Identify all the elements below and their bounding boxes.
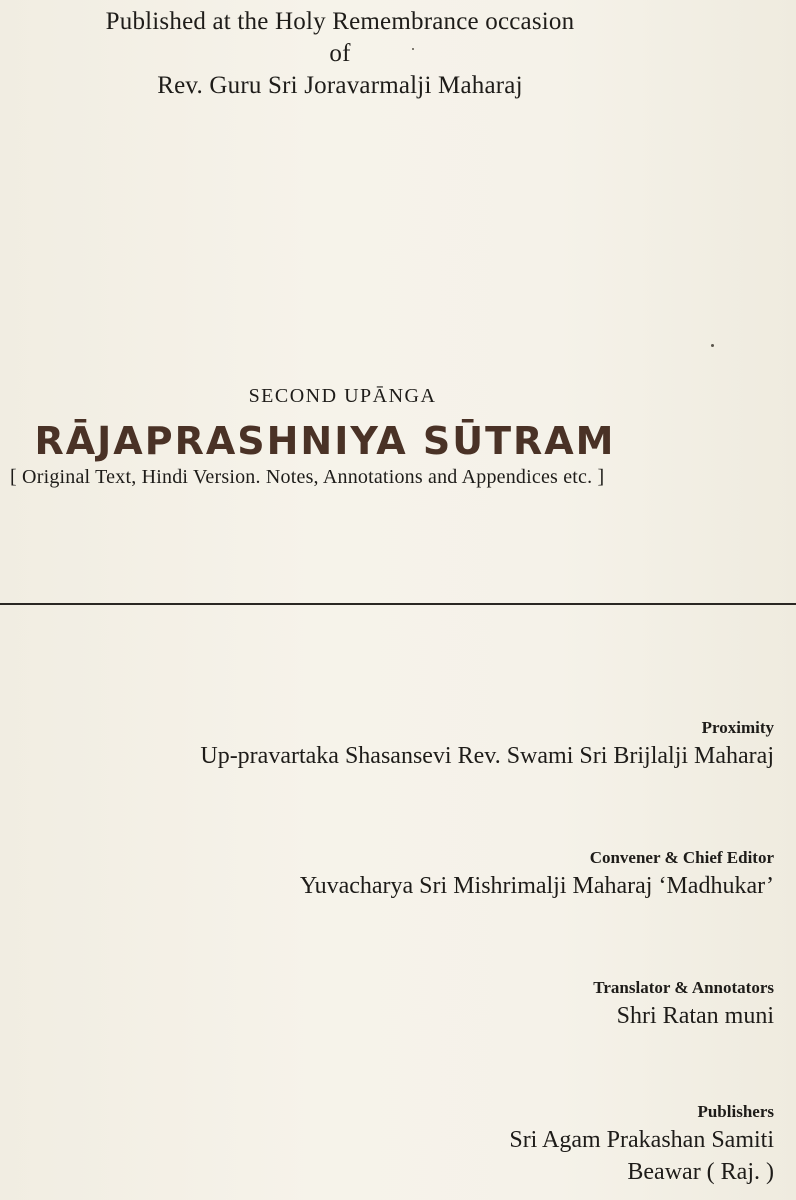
credit-name: Beawar ( Raj. ) xyxy=(627,1159,774,1185)
dedication-line-1: Published at the Holy Remembrance occasion xyxy=(105,8,575,35)
book-title: RĀJAPRASHNIYA SŪTRAM xyxy=(34,419,616,463)
dedication-line-2: of xyxy=(329,40,351,67)
dedication-block xyxy=(60,6,620,102)
credit-name: Sri Agam Prakashan Samiti xyxy=(509,1127,774,1153)
credit-name: Shri Ratan muni xyxy=(616,1003,774,1029)
credit-role: Proximity xyxy=(701,718,774,737)
series-label: SECOND UPĀNGA xyxy=(248,385,437,407)
paper-speck xyxy=(412,48,414,50)
credit-role: Translator & Annotators xyxy=(593,978,774,997)
credit-publishers xyxy=(509,1100,774,1188)
credit-name: Yuvacharya Sri Mishrimalji Maharaj ‘Madhukar’ xyxy=(299,873,774,899)
title-block xyxy=(0,380,700,466)
horizontal-divider xyxy=(0,603,796,605)
credit-role: Convener & Chief Editor xyxy=(589,848,774,867)
credit-role: Publishers xyxy=(697,1102,774,1121)
credit-translator xyxy=(593,976,774,1032)
dedication-line-3: Rev. Guru Sri Joravarmalji Maharaj xyxy=(157,72,523,99)
credit-name: Up-pravartaka Shasansevi Rev. Swami Sri Brijlalji Maharaj xyxy=(200,743,774,769)
credit-proximity xyxy=(200,716,774,772)
book-subtitle: [ Original Text, Hindi Version. Notes, Annotations and Appendices etc. ] xyxy=(10,466,605,488)
credit-chief-editor xyxy=(300,846,774,902)
paper-speck xyxy=(711,344,714,347)
